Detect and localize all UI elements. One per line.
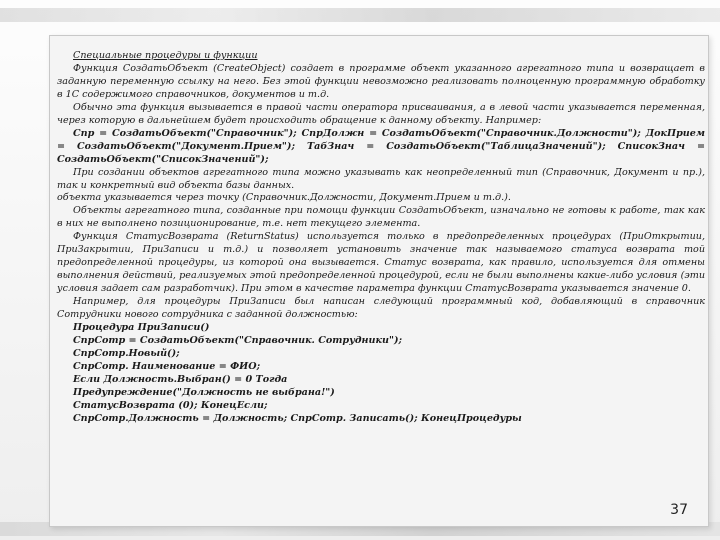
example-code: Спр = СоздатьОбъект("Справочник"); СпрДолжн = СоздатьОбъект("Справочник.Должности"); ДокПрием = СоздатьОбъект("Документ.Прием"); ТабЗнач = СоздатьОбъект("ТаблицаЗначений"); СписокЗнач = СоздатьОбъект("СписокЗначений"); — [57, 127, 705, 165]
decorative-band-top — [0, 8, 720, 22]
code-line: СпрСотр.Должность = Должность; СпрСотр. Записать(); КонецПроцедуры — [73, 412, 522, 424]
page-number: 37 — [670, 502, 688, 518]
paragraph-createobject: Функция СоздатьОбъект (CreateObject) создает в программе объект указанного агрегатного типа и возвращает в заданную переменную ссылку на него. Без этой функции невозможно реализовать полноценную программную обработку в 1С содержимого справочников, документов и т.д. — [57, 62, 705, 100]
code-line: СпрСотр = СоздатьОбъект("Справочник. Сотрудники"); — [73, 334, 403, 346]
code-line: Предупреждение("Должность не выбрана!") — [73, 386, 335, 398]
slide-heading: Специальные процедуры и функции — [73, 50, 258, 61]
paragraph-dot-notation: объекта указывается через точку (Справочник.Должности, Документ.Прием и т.д.). — [57, 192, 511, 204]
code-line: СтатусВозврата (0); КонецЕсли; — [73, 399, 268, 411]
paragraph-positioning: Объекты агрегатного типа, созданные при помощи функции СоздатьОбъект, изначально не готовы к работе, так как в них не выполнено позиционирование, т.е. нет текущего элемента. — [57, 205, 705, 230]
code-line: Если Должность.Выбран() = 0 Тогда — [73, 373, 288, 385]
paragraph-example-intro: Например, для процедуры ПриЗаписи был написан следующий программный код, добавляющий в справочник Сотрудники нового сотрудника с заданной должностью: — [57, 296, 705, 321]
code-line: СпрСотр.Новый(); — [73, 347, 180, 359]
paragraph-returnstatus: Функция СтатусВозврата (ReturnStatus) используется только в предопределенных процедурах (ПриОткрытии, ПриЗакрытии, ПриЗаписи и т.д.) и позволяет установить значение так называемого статуса возврата той предопределенной процедуры, из которой она вызывается. Статус возврата, как правило, используется для отмены выполнения действий, реализуемых этой предопределенной процедурой, если не были выполнены какие-либо условия (эти условия задает сам разработчик). При этом в качестве параметра функции СтатусВозврата указывается значение 0. — [57, 231, 705, 295]
procedure-code-block — [57, 322, 705, 426]
code-line: Процедура ПриЗаписи() — [73, 322, 210, 334]
slide-body — [57, 50, 705, 426]
paragraph-assignment: Обычно эта функция вызывается в правой части оператора присваивания, а в левой части указывается переменная, через которую в дальнейшем будет происходить обращение к данному объекту. Например: — [57, 101, 705, 126]
code-line: СпрСотр. Наименование = ФИО; — [73, 360, 261, 372]
paragraph-aggregate-types: При создании объектов агрегатного типа можно указывать как неопределенный тип (Справочник, Документ и пр.), так и конкретный вид объекта базы данных. — [57, 166, 705, 191]
